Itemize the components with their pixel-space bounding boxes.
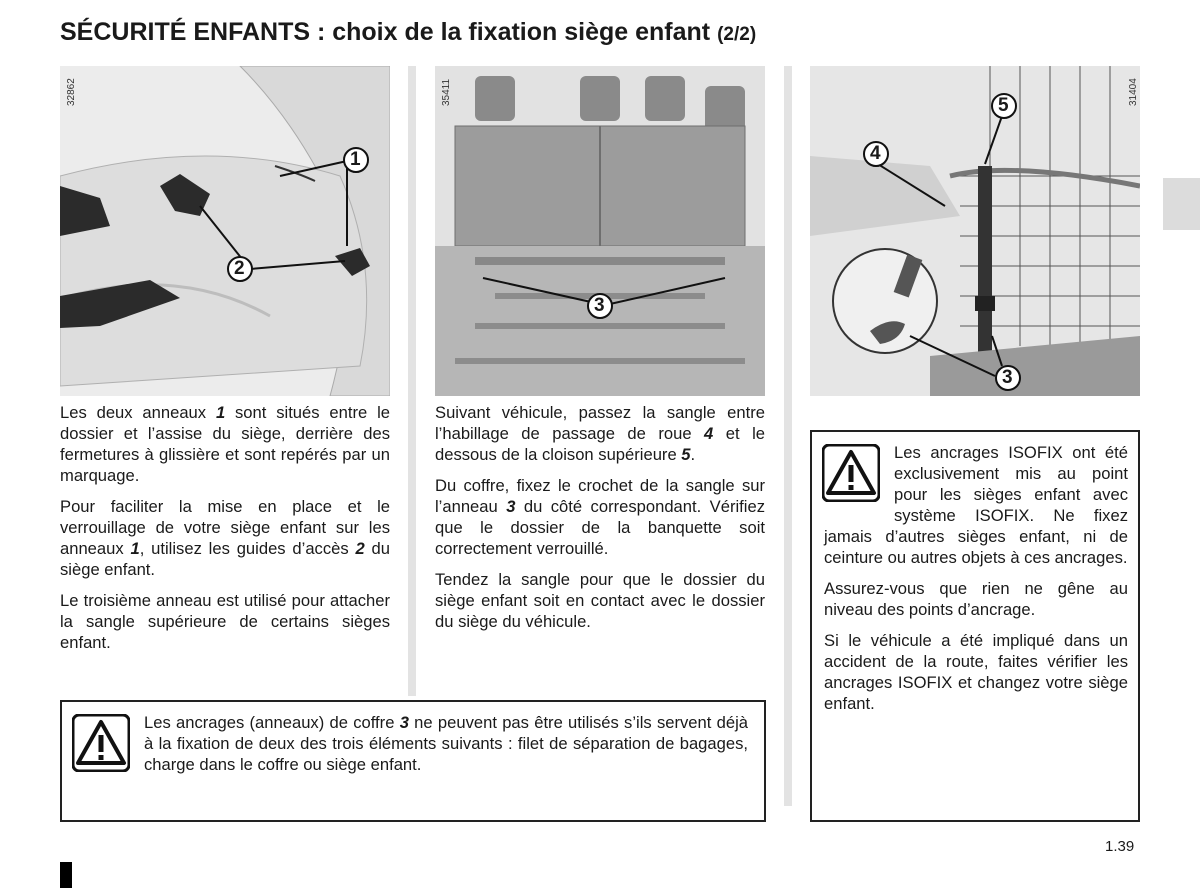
- figure-strap-route: [810, 66, 1140, 396]
- warning-text: Les ancrages (anneaux) de coffre 3 ne peuvent pas être utilisés s’ils servent déjà à la fixation de deux des trois éléments suivants : filet de séparation de bagages, charge dans le coffre ou siège enfant.: [144, 713, 748, 774]
- warning-text: [824, 442, 1128, 714]
- paragraph: Pour faciliter la mise en place et le verrouillage de votre siège enfant sur les anneaux 1, utilisez les guides d’accès 2 du siège enfant.: [60, 497, 390, 579]
- column-separator: [408, 66, 416, 696]
- strap-illustration: [810, 66, 1140, 396]
- warning-box-trunk: [60, 700, 766, 822]
- column-2-text: [435, 402, 765, 642]
- warning-icon: [72, 714, 130, 772]
- paragraph: Assurez-vous que rien ne gêne au niveau des points d’ancrage.: [824, 579, 1128, 619]
- callout-3-b: 3: [1002, 367, 1013, 388]
- paragraph: Suivant véhicule, passez la sangle entre l’habillage de passage de roue 4 et le dessous de la cloison supérieure 5.: [435, 403, 765, 464]
- callout-5: 5: [998, 95, 1009, 116]
- figure-code: 35411: [441, 78, 452, 106]
- paragraph: Le troisième anneau est utilisé pour attacher la sangle supérieure de certains sièges enfant.: [60, 591, 390, 652]
- seat-illustration: [60, 66, 390, 396]
- paragraph: Du coffre, fixez le crochet de la sangle sur l’anneau 3 du côté correspondant. Vérifiez que le dossier de la banquette soit correctement verrouillé.: [435, 476, 765, 558]
- column-separator: [784, 66, 792, 806]
- figure-trunk-anchors: [435, 66, 765, 396]
- paragraph: Les deux anneaux 1 sont situés entre le dossier et l’assise du siège, derrière des fermetures à glissière et sont repérés par un marquage.: [60, 403, 390, 485]
- paragraph: Si le véhicule a été impliqué dans un accident de la route, faites vérifier les ancrages ISOFIX et changez votre siège enfant.: [824, 631, 1128, 713]
- callout-4: 4: [870, 143, 881, 164]
- page-title: [60, 18, 756, 47]
- icon-spacer: [824, 442, 894, 514]
- title-part: (2/2): [717, 24, 757, 45]
- figure-code: 31404: [1128, 78, 1139, 106]
- figure-seat-anchors: [60, 66, 390, 396]
- chapter-tab: [1163, 178, 1200, 230]
- page-number: 1.39: [1105, 838, 1135, 855]
- figure-code: 32862: [66, 78, 77, 106]
- callout-2: 2: [234, 258, 245, 279]
- title-main: SÉCURITÉ ENFANTS : choix de la fixation siège enfant: [60, 18, 711, 46]
- callout-1: 1: [350, 149, 361, 170]
- column-1-text: [60, 402, 390, 663]
- margin-marker: [60, 862, 72, 888]
- trunk-illustration: [435, 66, 765, 396]
- paragraph: Tendez la sangle pour que le dossier du siège enfant soit en contact avec le dossier du siège du véhicule.: [435, 570, 765, 631]
- warning-box-isofix: [810, 430, 1140, 822]
- callout-3: 3: [594, 295, 605, 316]
- paragraph: Les ancrages ISOFIX ont été exclusivement mis au point pour les sièges enfant avec système ISOFIX. Ne fixez jamais d’autres sièges enfant, ni de ceinture ou autres objets à ces ancrages.: [824, 443, 1128, 567]
